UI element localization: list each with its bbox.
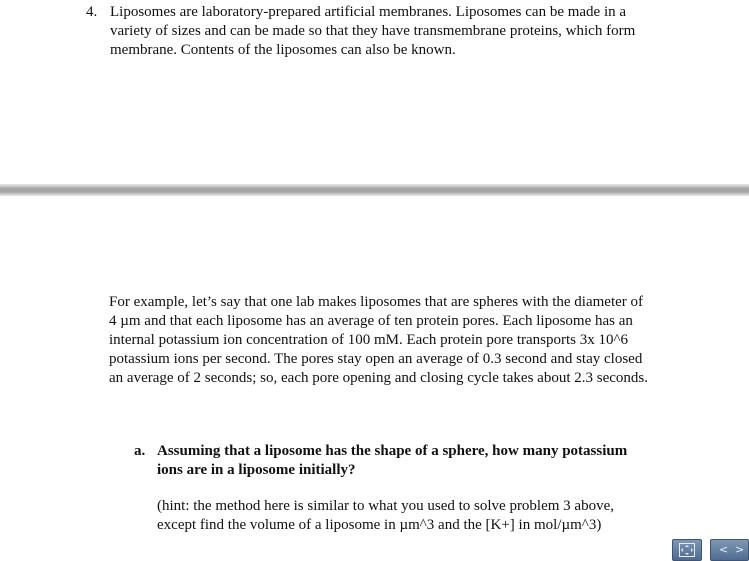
viewer-controls bbox=[672, 539, 749, 561]
expand-arrows-icon bbox=[679, 543, 695, 557]
example-line: 4 µm and that each liposome has an average of ten protein pores. Each liposome has an bbox=[109, 313, 633, 329]
page-divider bbox=[0, 184, 749, 196]
page-navigation bbox=[710, 539, 749, 561]
part-a-question-line: Assuming that a liposome has the shape of a sphere, how many potassium bbox=[157, 443, 628, 459]
part-a-question bbox=[157, 442, 717, 480]
previous-page-button[interactable]: < bbox=[719, 543, 729, 556]
question-intro bbox=[110, 3, 710, 60]
fullscreen-button[interactable] bbox=[672, 539, 702, 561]
intro-line: variety of sizes and can be made so that they have transmembrane proteins, which form bbox=[110, 23, 636, 39]
example-line: For example, let’s say that one lab makes liposomes that are spheres with the diameter of bbox=[109, 294, 644, 310]
example-line: an average of 2 seconds; so, each pore opening and closing cycle takes about 2.3 seconds. bbox=[109, 370, 648, 386]
example-line: potassium ions per second. The pores stay open an average of 0.3 second and stay closed bbox=[109, 351, 643, 367]
hint-line: (hint: the method here is similar to what you used to solve problem 3 above, bbox=[157, 498, 614, 514]
intro-line: membrane. Contents of the liposomes can also be known. bbox=[110, 42, 456, 58]
example-paragraph bbox=[109, 293, 709, 388]
part-a-label: a. bbox=[134, 443, 146, 459]
part-a-hint bbox=[157, 497, 717, 535]
intro-line: Liposomes are laboratory-prepared artificial membranes. Liposomes can be made in a bbox=[110, 4, 627, 20]
hint-line: except find the volume of a liposome in µm^3 and the [K+] in mol/µm^3) bbox=[157, 517, 602, 533]
question-number: 4. bbox=[86, 4, 98, 20]
next-page-button[interactable]: > bbox=[735, 543, 745, 556]
example-line: internal potassium ion concentration of 100 mM. Each protein pore transports 3x 10^6 bbox=[109, 332, 629, 348]
part-a-question-line: ions are in a liposome initially? bbox=[157, 462, 356, 478]
